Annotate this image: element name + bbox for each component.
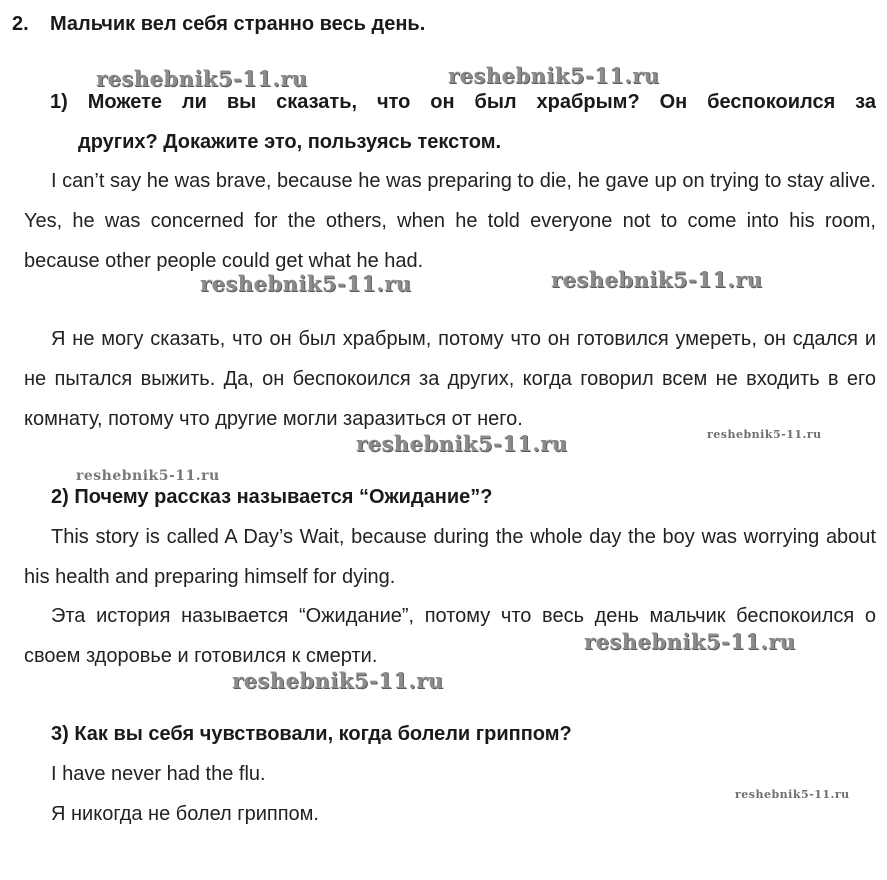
question-3: 3) Как вы себя чувствовали, когда болели гриппом? xyxy=(51,723,572,745)
task-heading xyxy=(12,10,425,38)
answer-2-russian: Эта история называется “Ожидание”, потому что весь день мальчик беспокоился о своем здоровье и готовился к смерти. xyxy=(24,605,876,667)
watermark: reshebnik5-11.ru xyxy=(356,431,568,456)
watermark: reshebnik5-11.ru xyxy=(232,668,444,693)
watermark: reshebnik5-11.ru xyxy=(200,271,412,296)
task-number: 2. xyxy=(12,13,29,35)
watermark: reshebnik5-11.ru xyxy=(551,267,763,292)
watermark: reshebnik5-11.ru xyxy=(96,66,308,91)
watermark: reshebnik5-11.ru xyxy=(448,63,660,88)
question-1 xyxy=(50,82,876,162)
answer-1-russian: Я не могу сказать, что он был храбрым, потому что он готовился умереть, он сдался и не пытался выжить. Да, он беспокоился за других, когда говорил всем не входить в его комнату, потому что другие могли заразиться от него. xyxy=(24,328,876,430)
answer-1-english: I can’t say he was brave, because he was preparing to die, he gave up on trying to stay alive. Yes, he was concerned for the others, when he told everyone not to come into his room, because other people could get what he had. xyxy=(24,170,876,272)
answer-2-english: This story is called A Day’s Wait, because during the whole day the boy was worrying about his health and preparing himself for dying. xyxy=(24,526,876,588)
answer-3-russian: Я никогда не болел гриппом. xyxy=(51,803,319,825)
watermark: reshebnik5-11.ru xyxy=(707,428,822,441)
question-2: 2) Почему рассказ называется “Ожидание”? xyxy=(51,486,493,508)
answer-3-english: I have never had the flu. xyxy=(51,763,266,785)
watermark: reshebnik5-11.ru xyxy=(76,468,220,484)
watermark: reshebnik5-11.ru xyxy=(735,788,850,801)
watermark: reshebnik5-11.ru xyxy=(584,629,796,654)
question-1-line-1: 1) Можете ли вы сказать, что он был храбрым? Он беспокоился за xyxy=(50,91,876,113)
question-1-line-2: других? Докажите это, пользуясь текстом. xyxy=(78,131,502,153)
task-title: Мальчик вел себя странно весь день. xyxy=(50,13,426,35)
